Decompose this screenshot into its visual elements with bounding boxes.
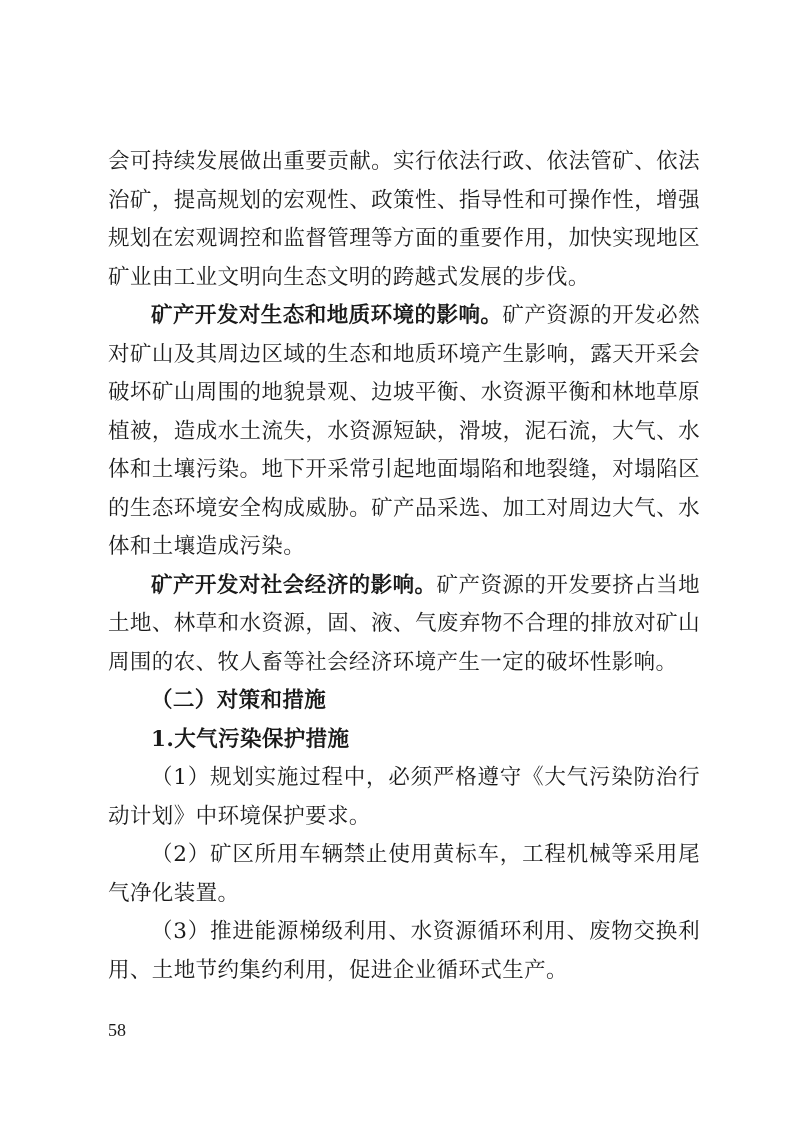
paragraph-text: 矿产资源的开发要挤占当地土地、林草和水资源，固、液、气废弃物不合理的排放对矿山周围的农、牧人畜等社会经济环境产生一定的破坏性影响。	[108, 572, 700, 675]
paragraph-text: 会可持续发展做出重要贡献。实行依法行政、依法管矿、依法治矿，提高规划的宏观性、政策性、指导性和可操作性，增强规划在宏观调控和监督管理等方面的重要作用，加快实现地区矿业由工业文明向生态文明的跨越式发展的步伐。	[108, 149, 700, 290]
page-body	[108, 143, 700, 990]
paragraph-ecology-impact	[108, 297, 700, 567]
paragraph-lead: 矿产开发对社会经济的影响。	[151, 572, 437, 598]
section-heading: （二）对策和措施	[151, 688, 327, 713]
subsection-heading: 1.大气污染保护措施	[151, 726, 350, 752]
paragraph-continuation	[108, 143, 700, 297]
page-number: 58	[108, 1020, 126, 1040]
measure-item-2: （2）矿区所用车辆禁止使用黄标车，工程机械等采用尾气净化装置。	[108, 842, 700, 906]
paragraph-economy-impact	[108, 567, 700, 683]
paragraph-text: 矿产资源的开发必然对矿山及其周边区域的生态和地质环境产生影响，露天开采会破坏矿山周围的地貌景观、边坡平衡、水资源平衡和林地草原植被，造成水土流失，水资源短缺，滑坡，泥石流，大气、水体和土壤污染。地下开采常引起地面塌陷和地裂缝，对塌陷区的生态环境安全构成威胁。矿产品采选、加工对周边大气、水体和土壤造成污染。	[108, 303, 701, 559]
paragraph-lead: 矿产开发对生态和地质环境的影响。	[151, 303, 503, 328]
measure-item-1: （1）规划实施过程中，必须严格遵守《大气污染防治行动计划》中环境保护要求。	[108, 765, 700, 829]
measure-item-3: （3）推进能源梯级利用、水资源循环利用、废物交换利用、土地节约集约利用，促进企业循环式生产。	[108, 919, 700, 983]
